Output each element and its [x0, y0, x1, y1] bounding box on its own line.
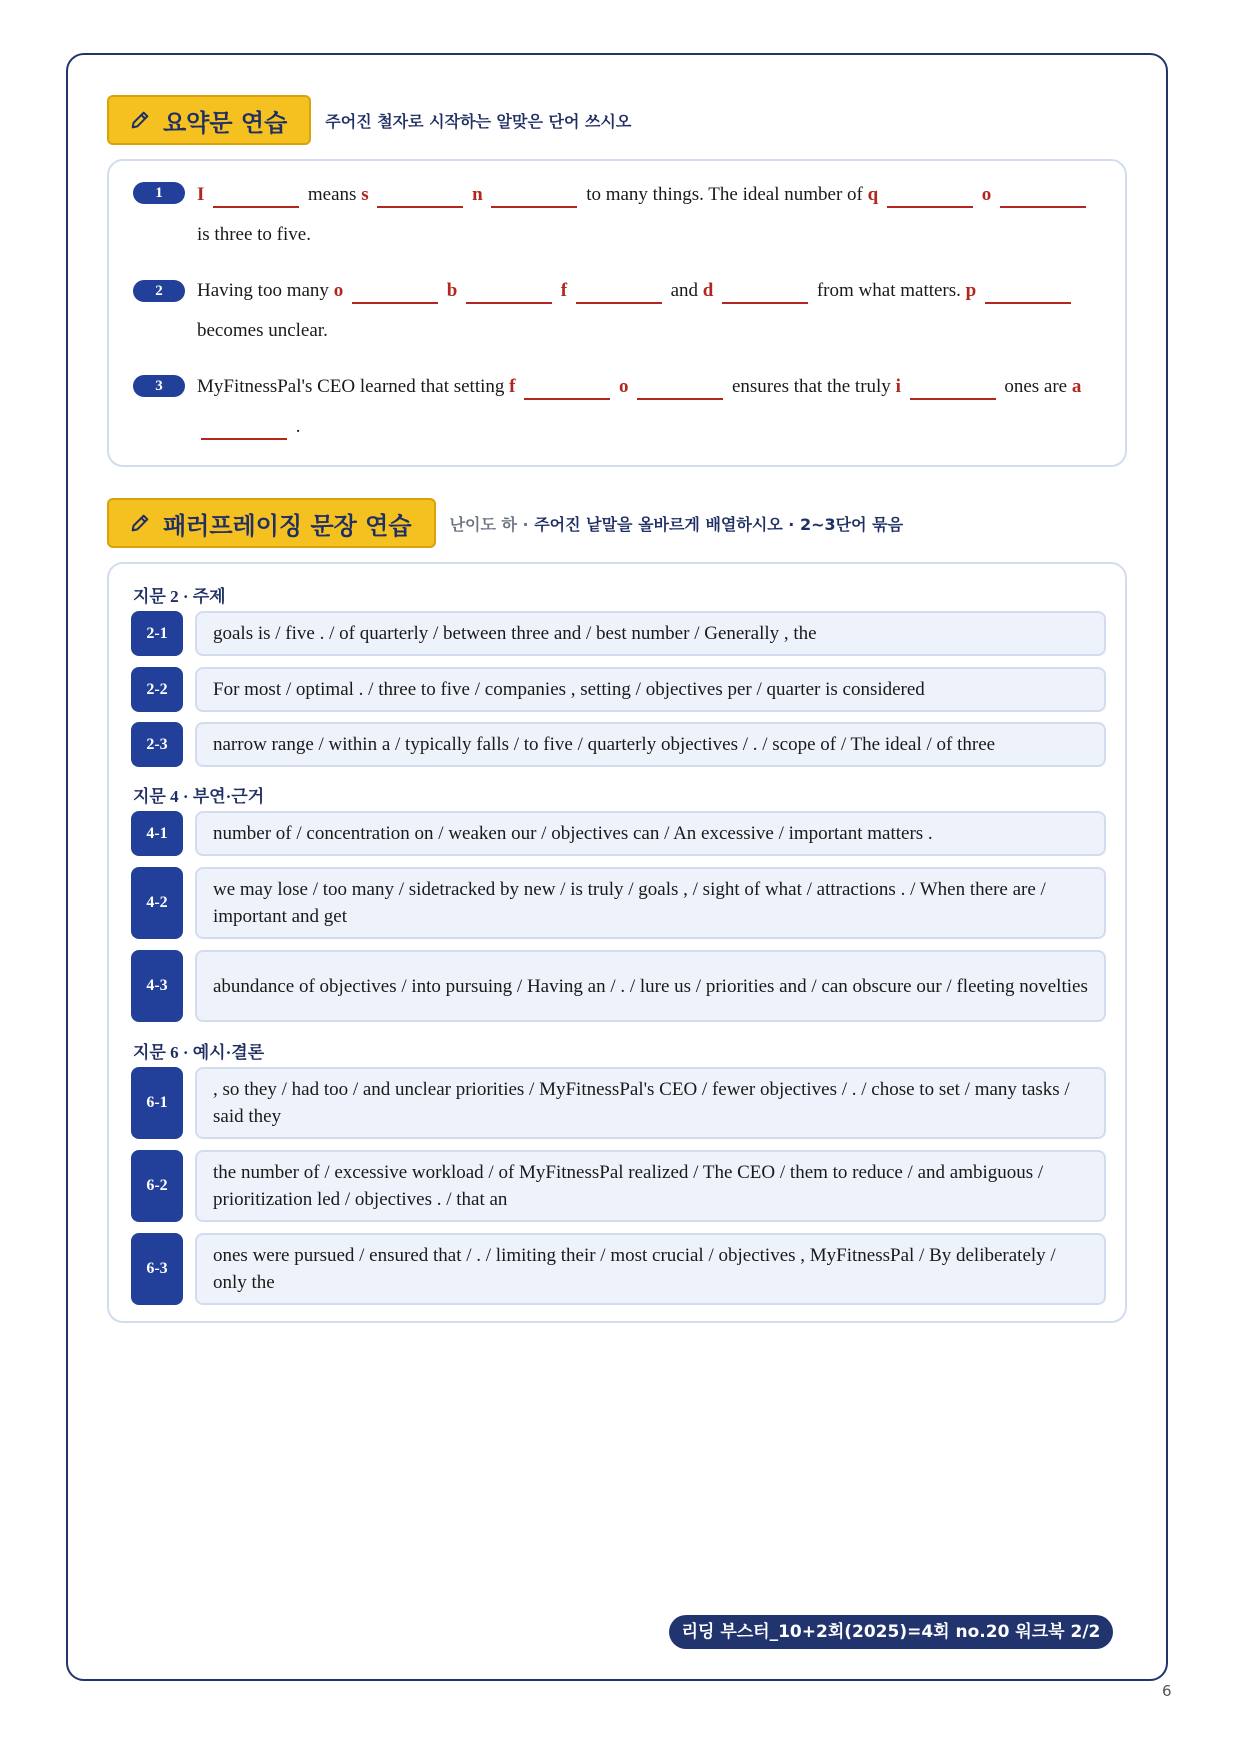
item-number-badge: 4-2: [131, 867, 183, 939]
hint-letter: q: [867, 184, 879, 205]
hint-letter: d: [702, 280, 714, 301]
page-number: 6: [1162, 1682, 1172, 1700]
hint-letter: p: [965, 280, 977, 301]
question-number-badge: 1: [133, 182, 185, 204]
question-text: from what matters.: [816, 280, 961, 301]
paraphrase-section-title: 패러프레이징 문장 연습: [163, 511, 412, 540]
answer-blank[interactable]: [637, 372, 723, 400]
summary-question-2: [197, 271, 1102, 351]
hint-letter: b: [446, 280, 458, 301]
summary-question-1: [197, 175, 1102, 255]
word-chunks: ones were pursued / ensured that / . / limiting their / most crucial / objectives , MyFitnessPal / By deliberately / only the: [195, 1233, 1106, 1305]
item-number-badge: 6-1: [131, 1067, 183, 1139]
item-number-badge: 2-3: [131, 722, 183, 767]
answer-blank[interactable]: [887, 180, 973, 208]
summary-section-subtitle: 주어진 철자로 시작하는 알맞은 단어 쓰시오: [325, 111, 632, 131]
question-text: ensures that the truly: [731, 376, 891, 397]
question-text: Having too many: [197, 280, 329, 301]
passage-group-title: 지문 2 · 주제: [133, 587, 226, 606]
answer-blank[interactable]: [352, 276, 438, 304]
pencil-icon: [129, 109, 151, 131]
question-number-badge: 2: [133, 280, 185, 302]
answer-blank[interactable]: [722, 276, 808, 304]
word-chunks: For most / optimal . / three to five / companies , setting / objectives per / quarter is considered: [195, 667, 1106, 712]
paraphrase-section-subtitle: [450, 512, 903, 535]
paraphrase-box: [107, 562, 1127, 1323]
question-text: MyFitnessPal's CEO learned that setting: [197, 376, 505, 397]
question-text: and: [670, 280, 699, 301]
summary-section-title: 요약문 연습: [163, 108, 288, 137]
paraphrase-section-tag: [107, 498, 436, 548]
answer-blank[interactable]: [985, 276, 1071, 304]
item-number-badge: 2-2: [131, 667, 183, 712]
paraphrase-item: [131, 811, 1106, 856]
word-chunks: number of / concentration on / weaken our / objectives can / An excessive / important matters .: [195, 811, 1106, 856]
question-text: .: [295, 416, 301, 437]
item-number-badge: 4-3: [131, 950, 183, 1022]
paraphrase-section-header: [107, 498, 903, 548]
summary-section-header: [107, 95, 631, 145]
word-chunks: abundance of objectives / into pursuing / Having an / . / lure us / priorities and / can obscure our / fleeting novelties: [195, 950, 1106, 1022]
question-text: means: [307, 184, 357, 205]
answer-blank[interactable]: [576, 276, 662, 304]
hint-letter: a: [1071, 376, 1082, 397]
paraphrase-item: [131, 667, 1106, 712]
hint-letter: i: [895, 376, 901, 397]
paraphrase-item: [131, 611, 1106, 656]
footer-label: 리딩 부스터_10+2회(2025)=4회 no.20 워크북 2/2: [669, 1615, 1113, 1649]
answer-blank[interactable]: [213, 180, 299, 208]
question-text: becomes unclear.: [197, 320, 328, 341]
item-number-badge: 6-2: [131, 1150, 183, 1222]
answer-blank[interactable]: [910, 372, 996, 400]
hint-letter: s: [361, 184, 369, 205]
hint-letter: o: [333, 280, 344, 301]
answer-blank[interactable]: [377, 180, 463, 208]
item-number-badge: 2-1: [131, 611, 183, 656]
summary-question-3: [197, 367, 1102, 447]
passage-group-title: 지문 4 · 부연·근거: [133, 787, 265, 806]
paraphrase-item: [131, 1233, 1106, 1305]
answer-blank[interactable]: [201, 412, 287, 440]
hint-letter: n: [472, 184, 483, 205]
paraphrase-item: [131, 722, 1106, 767]
hint-letter: o: [618, 376, 629, 397]
question-text: is three to five.: [197, 224, 311, 245]
answer-blank[interactable]: [466, 276, 552, 304]
summary-section-tag: [107, 95, 311, 145]
question-text: ones: [1004, 376, 1040, 397]
word-chunks: narrow range / within a / typically falls / to five / quarterly objectives / . / scope of / The ideal / of three: [195, 722, 1106, 767]
paraphrase-item: [131, 1067, 1106, 1139]
question-number-badge: 3: [133, 375, 185, 397]
word-chunks: we may lose / too many / sidetracked by new / is truly / goals , / sight of what / attractions . / When there are / important and get: [195, 867, 1106, 939]
hint-letter: f: [509, 376, 516, 397]
paraphrase-item: [131, 1150, 1106, 1222]
instruction-text: 주어진 낱말을 올바르게 배열하시오 · 2~3단어 묶음: [534, 514, 904, 534]
answer-blank[interactable]: [524, 372, 610, 400]
paraphrase-item: [131, 950, 1106, 1022]
hint-letter: I: [197, 184, 205, 205]
difficulty-label: 난이도 하 ·: [449, 514, 529, 534]
passage-group-title: 지문 6 · 예시·결론: [133, 1043, 265, 1062]
question-text: are: [1043, 376, 1068, 397]
hint-letter: f: [560, 280, 568, 301]
summary-box: [107, 159, 1127, 467]
word-chunks: , so they / had too / and unclear priorities / MyFitnessPal's CEO / fewer objectives / . / chose to set / many tasks / said they: [195, 1067, 1106, 1139]
pencil-icon: [129, 512, 151, 534]
question-text: to many things. The ideal number of: [586, 184, 863, 205]
word-chunks: the number of / excessive workload / of MyFitnessPal realized / The CEO / them to reduce / and ambiguous / prioritization led / objectives . / that an: [195, 1150, 1106, 1222]
paraphrase-item: [131, 867, 1106, 939]
answer-blank[interactable]: [1000, 180, 1086, 208]
item-number-badge: 4-1: [131, 811, 183, 856]
word-chunks: goals is / five . / of quarterly / between three and / best number / Generally , the: [195, 611, 1106, 656]
item-number-badge: 6-3: [131, 1233, 183, 1305]
hint-letter: o: [981, 184, 992, 205]
answer-blank[interactable]: [491, 180, 577, 208]
